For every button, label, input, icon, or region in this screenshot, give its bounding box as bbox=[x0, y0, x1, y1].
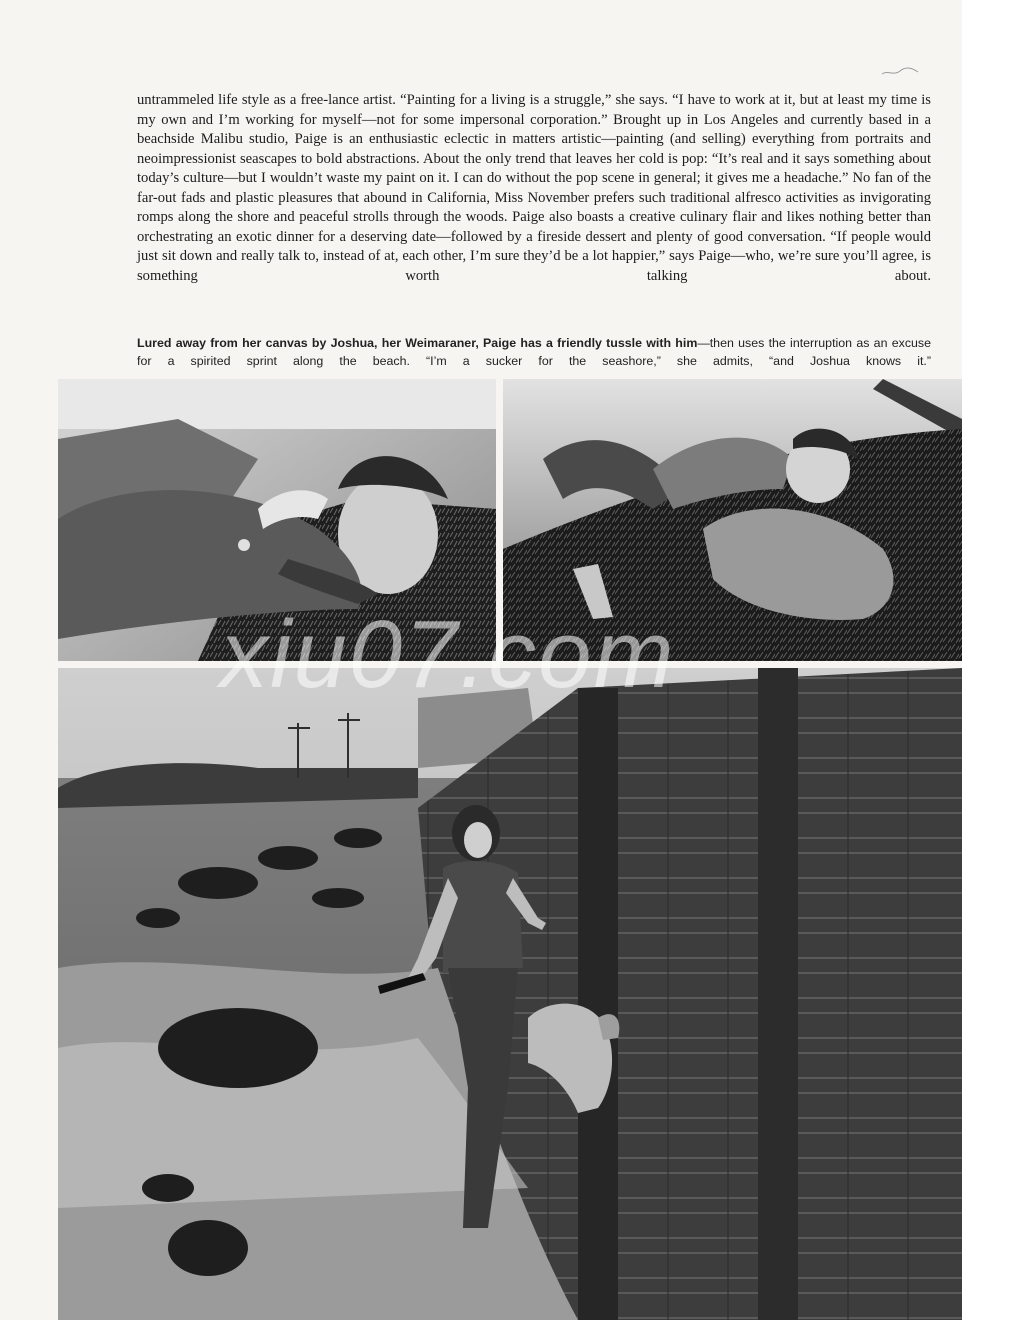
photo-rug-with-dog-left bbox=[58, 379, 496, 661]
caption-lead: Lured away from her canvas by Joshua, her Weimaraner, Paige has a friendly tussle with him bbox=[137, 336, 698, 350]
article-body bbox=[137, 91, 931, 286]
watermark: xiu07.com bbox=[220, 601, 676, 708]
photo-rug-with-dog-right bbox=[503, 379, 962, 661]
article-paragraph: untrammeled life style as a free-lance artist. “Painting for a living is a struggle,” she says. “I have to work at it, but at least my time is my own and I’m working for myself—not for some impersonal corporation.” Brought up in Los Angeles and currently based in a beachside Malibu studio, Paige is an enthusiastic eclectic in matters artistic—painting (and selling) everything from portraits and neoimpressionist seascapes to bold abstractions. About the only trend that leaves her cold is pop: “It’s real and it says something about today’s culture—but I wouldn’t waste my paint on it. I can do without the pop scene in general; it gives me a headache.” No fan of the far-out fads and plastic pleasures that abound in California, Miss November prefers such traditional alfresco activities as invigorating romps along the shore and peaceful strolls through the woods. Paige also boasts a creative culinary flair and likes nothing better than orchestrating an exotic dinner for a deserving date—followed by a fireside dessert and plenty of good conversation. “If people would just sit down and really talk to, instead of at, each other, I’m sure they’d be a lot happier,” says Paige—who, we’re sure you’ll agree, is something worth talking about. bbox=[137, 92, 931, 284]
photo-beach-run bbox=[58, 668, 962, 1320]
photo-caption bbox=[137, 334, 931, 370]
caption-rest: —then uses the interruption as an excuse for a spirited sprint along the beach. “I’m a sucker for the seashore,” she admits, “and Joshua knows it.” bbox=[137, 336, 931, 368]
pencil-mark bbox=[880, 64, 920, 80]
page-margin bbox=[962, 0, 1020, 1320]
